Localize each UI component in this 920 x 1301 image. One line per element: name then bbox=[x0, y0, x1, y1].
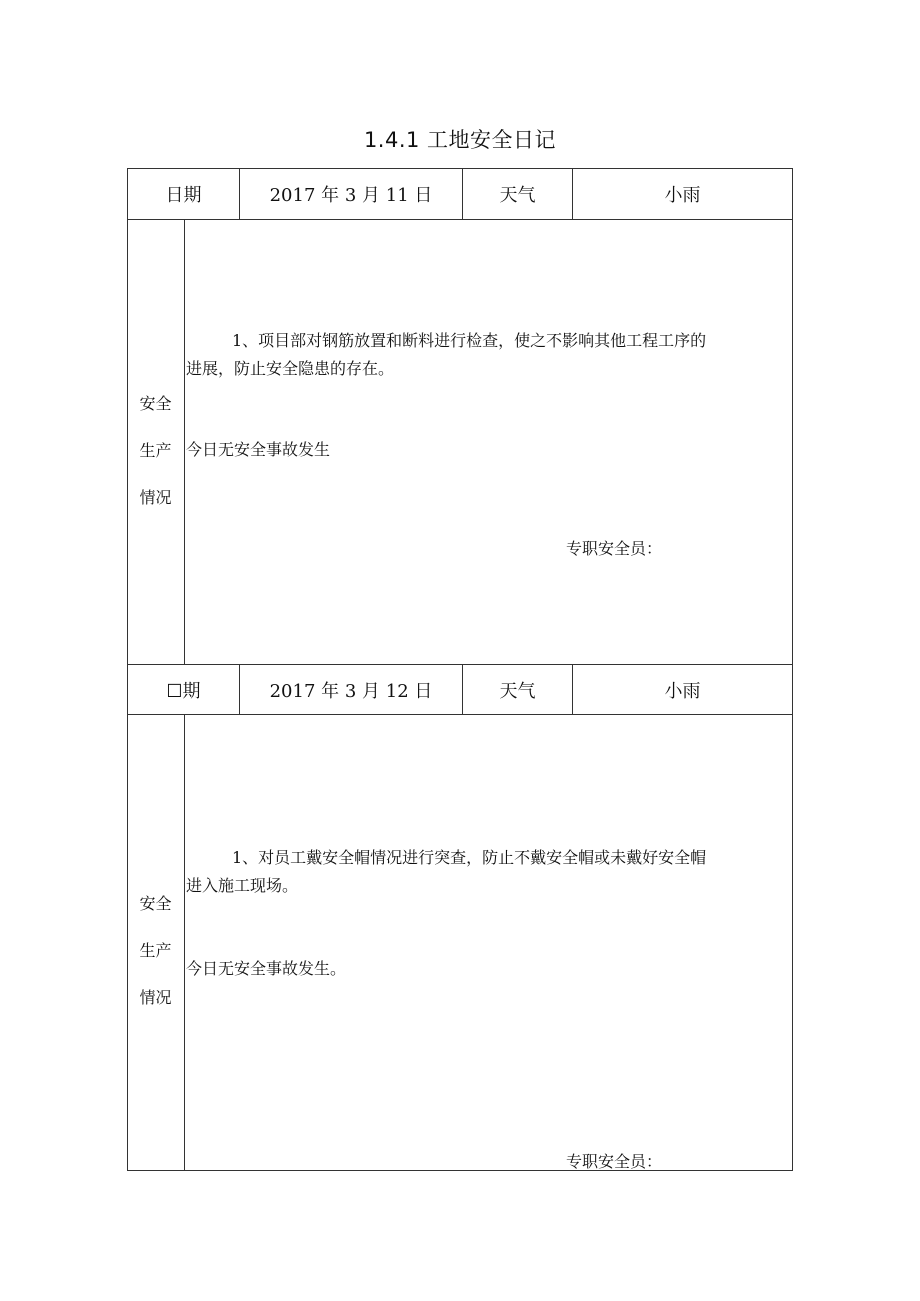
weather-label: 天气 bbox=[499, 680, 536, 702]
page-title: 1.4.1 工地安全日记 bbox=[363, 128, 557, 152]
row-divider bbox=[127, 219, 793, 220]
inspection-item bbox=[186, 327, 786, 383]
side-label-line: 安全 bbox=[139, 394, 172, 413]
inspection-item bbox=[186, 844, 786, 900]
safety-status-label bbox=[127, 380, 184, 521]
weather-value: 小雨 bbox=[664, 185, 701, 206]
side-label-line: 安全 bbox=[139, 894, 172, 913]
row-divider bbox=[127, 714, 793, 715]
side-label-line: 情况 bbox=[139, 488, 172, 507]
table-border-right bbox=[792, 168, 793, 1171]
date-value: 2017 年 3 月 11 日 bbox=[269, 185, 433, 206]
item-line: 进入施工现场。 bbox=[186, 876, 299, 895]
date-value: 2017 年 3 月 12 日 bbox=[269, 680, 433, 702]
table-border-bottom bbox=[127, 1170, 793, 1171]
side-label-line: 情况 bbox=[139, 988, 172, 1007]
safety-status-label bbox=[127, 880, 184, 1021]
side-label-line: 生产 bbox=[139, 941, 172, 960]
safety-officer-signature: 专职安全员： bbox=[566, 1152, 663, 1171]
item-line: 1、对员工戴安全帽情况进行突查，防止不戴安全帽或未戴好安全帽 bbox=[232, 848, 707, 867]
incident-summary: 今日无安全事故发生。 bbox=[186, 959, 347, 978]
side-label-line: 生产 bbox=[139, 441, 172, 460]
weather-value: 小雨 bbox=[664, 680, 701, 702]
col-divider bbox=[184, 219, 185, 665]
col-divider bbox=[184, 714, 185, 1171]
item-line: 进展，防止安全隐患的存在。 bbox=[186, 359, 395, 378]
date-label: ☐期 bbox=[166, 680, 201, 702]
incident-summary: 今日无安全事故发生 bbox=[186, 440, 331, 459]
safety-officer-signature: 专职安全员： bbox=[566, 539, 663, 558]
date-label: 日期 bbox=[165, 185, 202, 206]
item-line: 1、项目部对钢筋放置和断料进行检查，使之不影响其他工程工序的 bbox=[232, 331, 707, 350]
weather-label: 天气 bbox=[499, 185, 536, 206]
